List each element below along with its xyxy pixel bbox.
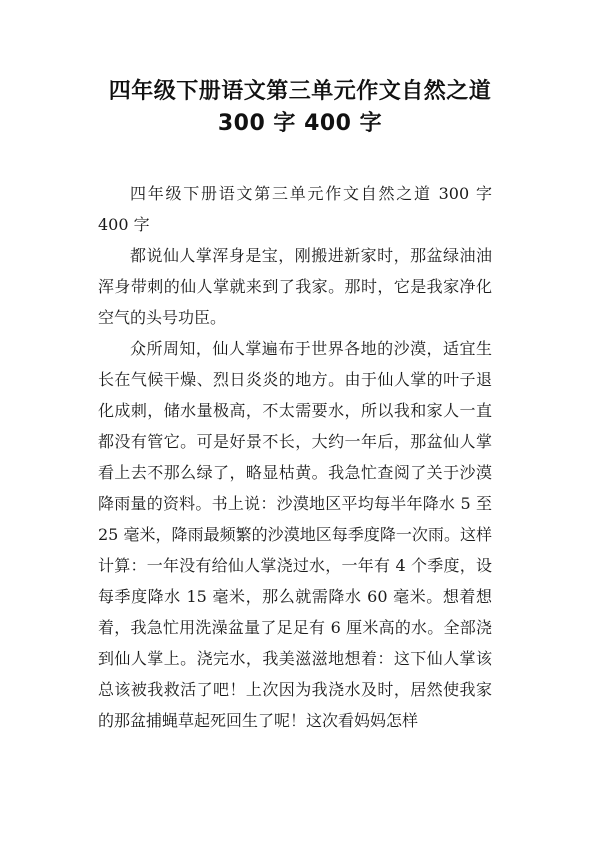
body-paragraph-heading: 四年级下册语文第三单元作文自然之道 300 字 400 字 [98,184,492,234]
body-paragraph-main: 众所周知，仙人掌遍布于世界各地的沙漠，适宜生长在气候干燥、烈日炎炎的地方。由于仙人掌的叶子退化成刺，储水量极高，不太需要水，所以我和家人一直都没有管它。可是好景不长，大约一年后，那盆仙人掌看上去不那么绿了，略显枯黄。我急忙查阅了关于沙漠降雨量的资料。书上说：沙漠地区平均每半年降水 5 至 25 毫米，降雨最频繁的沙漠地区每季度降一次雨。这样计算：一年没有给仙人掌浇过水，一年有 4 个季度，设每季度降水 15 毫米，那么就需降水 60 毫米。想着想着，我急忙用洗澡盆量了足足有 6 厘米高的水。全部浇到仙人掌上。浇完水，我美滋滋地想着：这下仙人掌该总该被我救活了吧！上次因为我浇水及时，居然使我家的那盆捕蝇草起死回生了呢！这次看妈妈怎样 [98,339,492,730]
body-paragraph-intro: 都说仙人掌浑身是宝，刚搬进新家时，那盆绿油油浑身带刺的仙人掌就来到了我家。那时，它是我家净化空气的头号功臣。 [98,246,492,327]
document-body [98,178,492,736]
document-title: 四年级下册语文第三单元作文自然之道 300 字 400 字 [108,79,492,136]
